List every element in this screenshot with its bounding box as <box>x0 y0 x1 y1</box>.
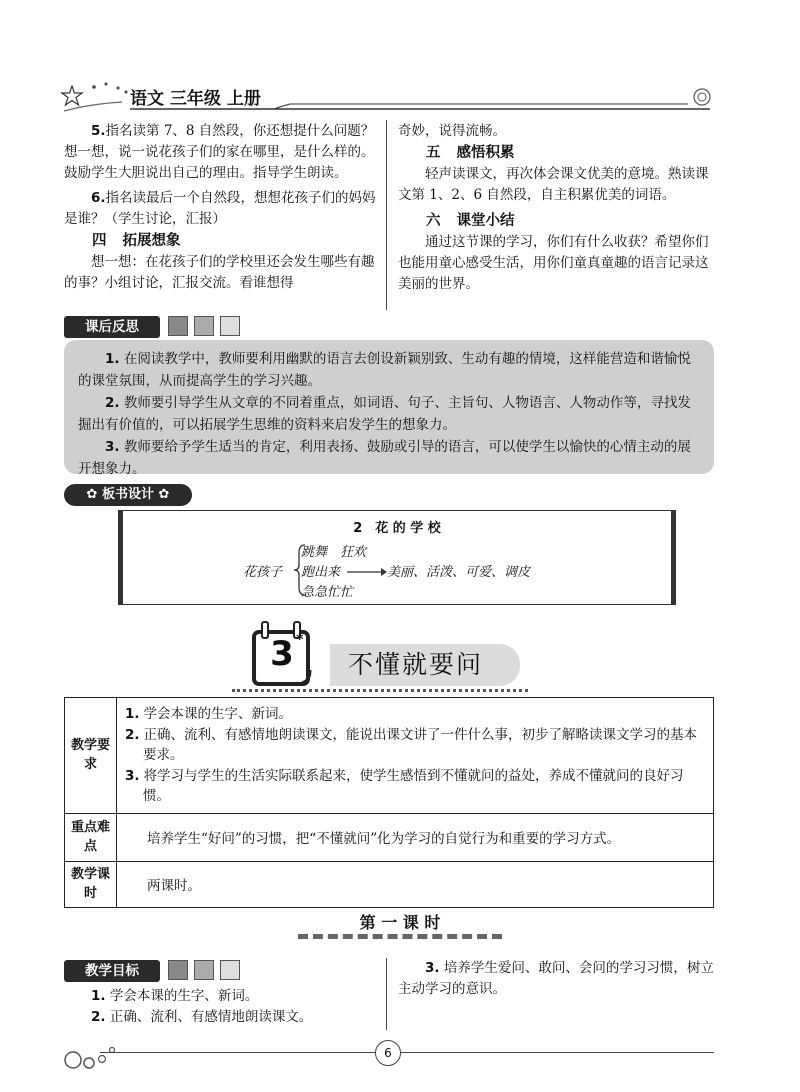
table-row <box>65 861 714 907</box>
footer-circles-decoration <box>62 1038 122 1072</box>
footer-line <box>100 1052 714 1053</box>
table-row <box>65 698 714 814</box>
board-line-3: 急急忙忙 <box>301 585 354 600</box>
header-title: 语文 三年级 上册 <box>130 89 261 109</box>
column-divider <box>386 120 387 310</box>
lesson-star: * <box>296 632 304 648</box>
table-cell-requirements <box>117 698 714 814</box>
goals-column-divider <box>386 958 387 1030</box>
board-label: ✿ 板书设计 ✿ <box>64 484 192 506</box>
reflection-item: 1. 在阅读教学中，教师要利用幽默的语言去创设新颖别致、生动有趣的情境，这样能营造和谐愉悦的课堂氛围，从而提高学生的学习兴趣。 <box>78 351 691 389</box>
table-label-key-points: 重点难点 <box>65 813 117 861</box>
page-number: 6 <box>375 1040 401 1066</box>
goals-label-group <box>64 960 264 982</box>
section-text-4: 想一想：在花孩子们的学校里还会发生哪些有趣的事？小组讨论，汇报交流。看谁想得 <box>64 254 375 291</box>
decor-square <box>220 960 240 980</box>
goal-item: 2. 正确、流利、有感情地朗读课文。 <box>91 1009 313 1025</box>
paragraph-step6: 6.指名读最后一个自然段，想想花孩子们的妈妈是谁？（学生讨论，汇报） <box>64 190 376 227</box>
goals-label: 教学目标 <box>64 960 160 982</box>
lesson-title: 不懂就要问 <box>348 650 484 679</box>
section-heading-5: 五 感悟积累 <box>426 145 515 161</box>
goals-right <box>398 958 716 1000</box>
board-frame <box>118 510 676 605</box>
section-text-5: 轻声读课文，再次体会课文优美的意境。熟读课文第 1、2、6 自然段，自主积累优美的词语。 <box>398 166 709 203</box>
lesson-table <box>64 697 714 908</box>
board-line-2: 跑出来 <box>301 565 341 580</box>
continued-text: 奇妙，说得流畅。 <box>398 123 506 139</box>
column-left <box>64 121 376 294</box>
paragraph-step5: 5.指名读第 7、8 自然段，你还想提什么问题？想一想，说一说花孩子们的家在哪里，是什么样的。鼓励学生大胆说出自己的理由。指导学生朗读。 <box>64 123 375 181</box>
lesson-number: 3 <box>270 634 294 674</box>
page-header <box>60 78 720 118</box>
star-icon: ✿ <box>86 487 98 502</box>
goal-item: 3. 培养学生爱问、敢问、会问的学习习惯，树立主动学习的意识。 <box>398 960 714 997</box>
requirement-item: 2. 正确、流利、有感情地朗读课文，能说出课文讲了一件什么事，初步了解略读课文学习的基本要求。 <box>125 726 698 763</box>
reflection-label-group <box>64 316 264 338</box>
goal-item: 1. 学会本课的生字、新词。 <box>91 988 259 1004</box>
requirement-item: 1. 学会本课的生字、新词。 <box>125 706 293 722</box>
reflection-box <box>64 340 714 477</box>
reflection-item: 2. 教师要引导学生从文章的不同着重点，如词语、句子、主旨句、人物语言、人物动作等，寻找发掘出有价值的，可以拓展学生思维的资料来启发学生的想象力。 <box>78 395 691 433</box>
section-text-6: 通过这节课的学习，你们有什么收获？希望你们也能用童心感受生活，用你们童真童趣的语言记录这美丽的世界。 <box>398 234 709 292</box>
period-title: 第 一 课 时 <box>359 913 441 932</box>
reflection-item: 3. 教师要给予学生适当的肯定，利用表扬、鼓励或引导的语言，可以使学生以愉快的心情主动的展开想象力。 <box>78 439 691 477</box>
table-label-requirements: 教学要求 <box>65 698 117 814</box>
lesson-title-dotted-line <box>232 689 528 692</box>
section-heading-6: 六 课堂小结 <box>426 213 515 229</box>
section-heading-4: 四 拓展想象 <box>92 233 181 249</box>
period-dotted-bar <box>298 934 502 939</box>
board-line-1: 跳舞 狂欢 <box>301 545 367 560</box>
star-icon: ✿ <box>158 487 170 502</box>
decor-square <box>168 316 188 336</box>
board-result: 美丽、活泼、可爱、调皮 <box>387 565 531 580</box>
board-subject: 花孩子 <box>243 565 283 580</box>
table-cell-hours: 两课时。 <box>117 861 714 907</box>
decor-square <box>194 960 214 980</box>
board-title: 2 花 的 学 校 <box>353 521 441 536</box>
decor-square <box>220 316 240 336</box>
reflection-label: 课后反思 <box>64 316 160 338</box>
decor-square <box>194 316 214 336</box>
table-label-hours: 教学课时 <box>65 861 117 907</box>
requirement-item: 3. 将学习与学生的生活实际联系起来，使学生感悟到不懂就问的益处，养成不懂就问的良好习惯。 <box>125 767 684 804</box>
goals-left <box>64 986 376 1028</box>
table-cell-key-points: 培养学生“好问”的习惯，把“不懂就问”化为学习的自觉行为和重要的学习方式。 <box>117 813 714 861</box>
decor-square <box>168 960 188 980</box>
column-right <box>398 121 716 295</box>
table-row <box>65 813 714 861</box>
arrow-icon <box>345 566 389 578</box>
